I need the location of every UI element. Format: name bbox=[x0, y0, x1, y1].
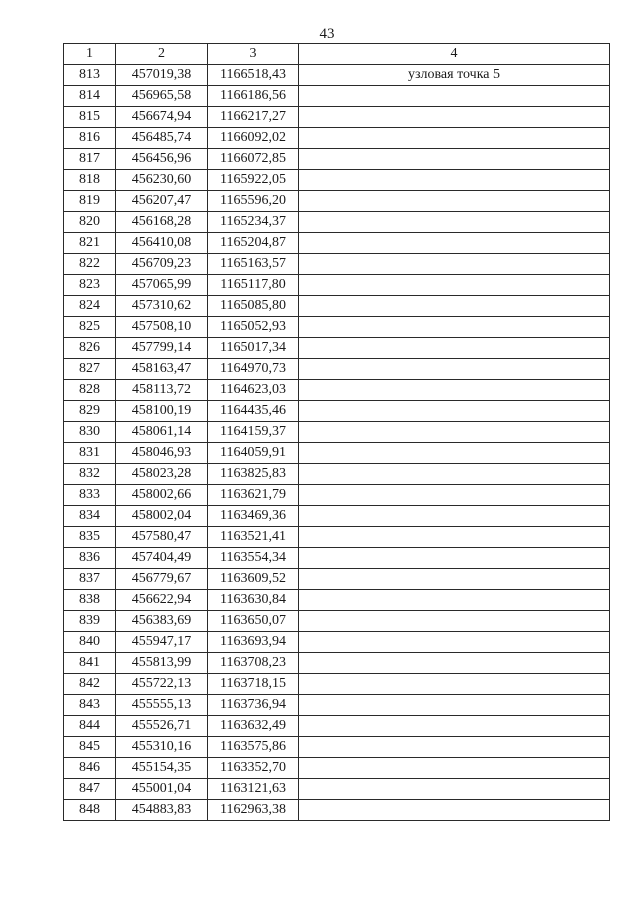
x-coordinate-cell: 454883,83 bbox=[116, 800, 208, 821]
note-cell bbox=[299, 548, 610, 569]
table-row bbox=[64, 800, 610, 821]
table-row bbox=[64, 296, 610, 317]
x-coordinate-cell: 457799,14 bbox=[116, 338, 208, 359]
x-coordinate-cell: 455555,13 bbox=[116, 695, 208, 716]
point-number-cell: 827 bbox=[64, 359, 116, 380]
note-cell bbox=[299, 401, 610, 422]
point-number-cell: 821 bbox=[64, 233, 116, 254]
x-coordinate-cell: 456230,60 bbox=[116, 170, 208, 191]
point-number-cell: 818 bbox=[64, 170, 116, 191]
x-coordinate-cell: 458002,66 bbox=[116, 485, 208, 506]
y-coordinate-cell: 1164059,91 bbox=[208, 443, 299, 464]
y-coordinate-cell: 1166092,02 bbox=[208, 128, 299, 149]
note-cell bbox=[299, 128, 610, 149]
point-number-cell: 820 bbox=[64, 212, 116, 233]
point-number-cell: 835 bbox=[64, 527, 116, 548]
note-cell bbox=[299, 779, 610, 800]
x-coordinate-cell: 456779,67 bbox=[116, 569, 208, 590]
y-coordinate-cell: 1166072,85 bbox=[208, 149, 299, 170]
coordinates-table bbox=[63, 43, 610, 821]
note-cell bbox=[299, 170, 610, 191]
y-coordinate-cell: 1165052,93 bbox=[208, 317, 299, 338]
y-coordinate-cell: 1163521,41 bbox=[208, 527, 299, 548]
table-body bbox=[64, 65, 610, 821]
table-row bbox=[64, 65, 610, 86]
y-coordinate-cell: 1163554,34 bbox=[208, 548, 299, 569]
y-coordinate-cell: 1164435,46 bbox=[208, 401, 299, 422]
y-coordinate-cell: 1164970,73 bbox=[208, 359, 299, 380]
note-cell bbox=[299, 674, 610, 695]
point-number-cell: 830 bbox=[64, 422, 116, 443]
x-coordinate-cell: 458046,93 bbox=[116, 443, 208, 464]
x-coordinate-cell: 457019,38 bbox=[116, 65, 208, 86]
table-row bbox=[64, 128, 610, 149]
note-cell bbox=[299, 485, 610, 506]
table-row bbox=[64, 527, 610, 548]
table-row bbox=[64, 758, 610, 779]
table-row bbox=[64, 548, 610, 569]
y-coordinate-cell: 1163693,94 bbox=[208, 632, 299, 653]
note-cell bbox=[299, 443, 610, 464]
table-row bbox=[64, 107, 610, 128]
y-coordinate-cell: 1165922,05 bbox=[208, 170, 299, 191]
point-number-cell: 832 bbox=[64, 464, 116, 485]
point-number-cell: 844 bbox=[64, 716, 116, 737]
x-coordinate-cell: 458002,04 bbox=[116, 506, 208, 527]
table-row bbox=[64, 737, 610, 758]
note-cell bbox=[299, 422, 610, 443]
x-coordinate-cell: 457065,99 bbox=[116, 275, 208, 296]
note-cell bbox=[299, 86, 610, 107]
y-coordinate-cell: 1164159,37 bbox=[208, 422, 299, 443]
point-number-cell: 840 bbox=[64, 632, 116, 653]
point-number-cell: 826 bbox=[64, 338, 116, 359]
point-number-cell: 845 bbox=[64, 737, 116, 758]
table-row bbox=[64, 485, 610, 506]
point-number-cell: 837 bbox=[64, 569, 116, 590]
x-coordinate-cell: 457508,10 bbox=[116, 317, 208, 338]
y-coordinate-cell: 1163632,49 bbox=[208, 716, 299, 737]
point-number-cell: 817 bbox=[64, 149, 116, 170]
table-row bbox=[64, 233, 610, 254]
note-cell bbox=[299, 233, 610, 254]
table-header bbox=[64, 44, 610, 65]
y-coordinate-cell: 1165163,57 bbox=[208, 254, 299, 275]
x-coordinate-cell: 455001,04 bbox=[116, 779, 208, 800]
x-coordinate-cell: 455526,71 bbox=[116, 716, 208, 737]
y-coordinate-cell: 1163609,52 bbox=[208, 569, 299, 590]
note-cell bbox=[299, 611, 610, 632]
x-coordinate-cell: 458163,47 bbox=[116, 359, 208, 380]
point-number-cell: 814 bbox=[64, 86, 116, 107]
x-coordinate-cell: 458100,19 bbox=[116, 401, 208, 422]
y-coordinate-cell: 1165085,80 bbox=[208, 296, 299, 317]
header-col-3: 3 bbox=[208, 44, 299, 65]
table-row bbox=[64, 149, 610, 170]
point-number-cell: 838 bbox=[64, 590, 116, 611]
y-coordinate-cell: 1165204,87 bbox=[208, 233, 299, 254]
note-cell bbox=[299, 569, 610, 590]
point-number-cell: 829 bbox=[64, 401, 116, 422]
table-row bbox=[64, 212, 610, 233]
point-number-cell: 819 bbox=[64, 191, 116, 212]
note-cell bbox=[299, 632, 610, 653]
table-row bbox=[64, 359, 610, 380]
table-row bbox=[64, 611, 610, 632]
table-row bbox=[64, 632, 610, 653]
point-number-cell: 825 bbox=[64, 317, 116, 338]
y-coordinate-cell: 1162963,38 bbox=[208, 800, 299, 821]
table-row bbox=[64, 569, 610, 590]
x-coordinate-cell: 458113,72 bbox=[116, 380, 208, 401]
x-coordinate-cell: 456456,96 bbox=[116, 149, 208, 170]
table-row bbox=[64, 86, 610, 107]
note-cell bbox=[299, 527, 610, 548]
point-number-cell: 824 bbox=[64, 296, 116, 317]
note-cell bbox=[299, 653, 610, 674]
y-coordinate-cell: 1166217,27 bbox=[208, 107, 299, 128]
x-coordinate-cell: 456709,23 bbox=[116, 254, 208, 275]
y-coordinate-cell: 1165596,20 bbox=[208, 191, 299, 212]
y-coordinate-cell: 1163708,23 bbox=[208, 653, 299, 674]
header-row bbox=[64, 44, 610, 65]
x-coordinate-cell: 458061,14 bbox=[116, 422, 208, 443]
x-coordinate-cell: 456410,08 bbox=[116, 233, 208, 254]
x-coordinate-cell: 456965,58 bbox=[116, 86, 208, 107]
y-coordinate-cell: 1165234,37 bbox=[208, 212, 299, 233]
page-number: 43 bbox=[319, 26, 335, 42]
note-cell bbox=[299, 737, 610, 758]
note-cell bbox=[299, 695, 610, 716]
table-row bbox=[64, 716, 610, 737]
x-coordinate-cell: 457580,47 bbox=[116, 527, 208, 548]
point-number-cell: 839 bbox=[64, 611, 116, 632]
note-cell bbox=[299, 338, 610, 359]
table-row bbox=[64, 401, 610, 422]
point-number-cell: 846 bbox=[64, 758, 116, 779]
note-cell bbox=[299, 506, 610, 527]
y-coordinate-cell: 1166186,56 bbox=[208, 86, 299, 107]
table-row bbox=[64, 317, 610, 338]
point-number-cell: 843 bbox=[64, 695, 116, 716]
y-coordinate-cell: 1164623,03 bbox=[208, 380, 299, 401]
table-row bbox=[64, 254, 610, 275]
point-number-cell: 823 bbox=[64, 275, 116, 296]
note-cell bbox=[299, 800, 610, 821]
note-cell bbox=[299, 296, 610, 317]
x-coordinate-cell: 457310,62 bbox=[116, 296, 208, 317]
y-coordinate-cell: 1163469,36 bbox=[208, 506, 299, 527]
y-coordinate-cell: 1165117,80 bbox=[208, 275, 299, 296]
x-coordinate-cell: 456207,47 bbox=[116, 191, 208, 212]
note-cell bbox=[299, 716, 610, 737]
x-coordinate-cell: 456485,74 bbox=[116, 128, 208, 149]
table-row bbox=[64, 170, 610, 191]
point-number-cell: 828 bbox=[64, 380, 116, 401]
x-coordinate-cell: 455310,16 bbox=[116, 737, 208, 758]
table-row bbox=[64, 590, 610, 611]
point-number-cell: 816 bbox=[64, 128, 116, 149]
note-cell bbox=[299, 317, 610, 338]
table-row bbox=[64, 443, 610, 464]
table-row bbox=[64, 380, 610, 401]
point-number-cell: 822 bbox=[64, 254, 116, 275]
x-coordinate-cell: 458023,28 bbox=[116, 464, 208, 485]
x-coordinate-cell: 455154,35 bbox=[116, 758, 208, 779]
note-cell bbox=[299, 212, 610, 233]
note-cell bbox=[299, 254, 610, 275]
y-coordinate-cell: 1163650,07 bbox=[208, 611, 299, 632]
header-col-1: 1 bbox=[64, 44, 116, 65]
y-coordinate-cell: 1163121,63 bbox=[208, 779, 299, 800]
x-coordinate-cell: 456622,94 bbox=[116, 590, 208, 611]
table-row bbox=[64, 275, 610, 296]
note-cell bbox=[299, 464, 610, 485]
y-coordinate-cell: 1163718,15 bbox=[208, 674, 299, 695]
header-col-4: 4 bbox=[299, 44, 610, 65]
table-row bbox=[64, 191, 610, 212]
table-row bbox=[64, 464, 610, 485]
table-row bbox=[64, 653, 610, 674]
x-coordinate-cell: 457404,49 bbox=[116, 548, 208, 569]
point-number-cell: 831 bbox=[64, 443, 116, 464]
note-cell bbox=[299, 590, 610, 611]
note-cell bbox=[299, 107, 610, 128]
table-row bbox=[64, 422, 610, 443]
y-coordinate-cell: 1163575,86 bbox=[208, 737, 299, 758]
note-cell: узловая точка 5 bbox=[299, 65, 610, 86]
y-coordinate-cell: 1163736,94 bbox=[208, 695, 299, 716]
y-coordinate-cell: 1163352,70 bbox=[208, 758, 299, 779]
y-coordinate-cell: 1163825,83 bbox=[208, 464, 299, 485]
x-coordinate-cell: 455813,99 bbox=[116, 653, 208, 674]
point-number-cell: 815 bbox=[64, 107, 116, 128]
x-coordinate-cell: 455722,13 bbox=[116, 674, 208, 695]
note-cell bbox=[299, 758, 610, 779]
x-coordinate-cell: 456383,69 bbox=[116, 611, 208, 632]
point-number-cell: 842 bbox=[64, 674, 116, 695]
header-col-2: 2 bbox=[116, 44, 208, 65]
table-row bbox=[64, 338, 610, 359]
point-number-cell: 841 bbox=[64, 653, 116, 674]
y-coordinate-cell: 1166518,43 bbox=[208, 65, 299, 86]
point-number-cell: 813 bbox=[64, 65, 116, 86]
note-cell bbox=[299, 191, 610, 212]
y-coordinate-cell: 1163630,84 bbox=[208, 590, 299, 611]
x-coordinate-cell: 456674,94 bbox=[116, 107, 208, 128]
point-number-cell: 833 bbox=[64, 485, 116, 506]
y-coordinate-cell: 1165017,34 bbox=[208, 338, 299, 359]
x-coordinate-cell: 456168,28 bbox=[116, 212, 208, 233]
note-cell bbox=[299, 149, 610, 170]
point-number-cell: 836 bbox=[64, 548, 116, 569]
point-number-cell: 848 bbox=[64, 800, 116, 821]
table-row bbox=[64, 674, 610, 695]
table-row bbox=[64, 695, 610, 716]
note-cell bbox=[299, 380, 610, 401]
note-cell bbox=[299, 359, 610, 380]
y-coordinate-cell: 1163621,79 bbox=[208, 485, 299, 506]
point-number-cell: 834 bbox=[64, 506, 116, 527]
x-coordinate-cell: 455947,17 bbox=[116, 632, 208, 653]
note-cell bbox=[299, 275, 610, 296]
table-row bbox=[64, 506, 610, 527]
point-number-cell: 847 bbox=[64, 779, 116, 800]
table-row bbox=[64, 779, 610, 800]
